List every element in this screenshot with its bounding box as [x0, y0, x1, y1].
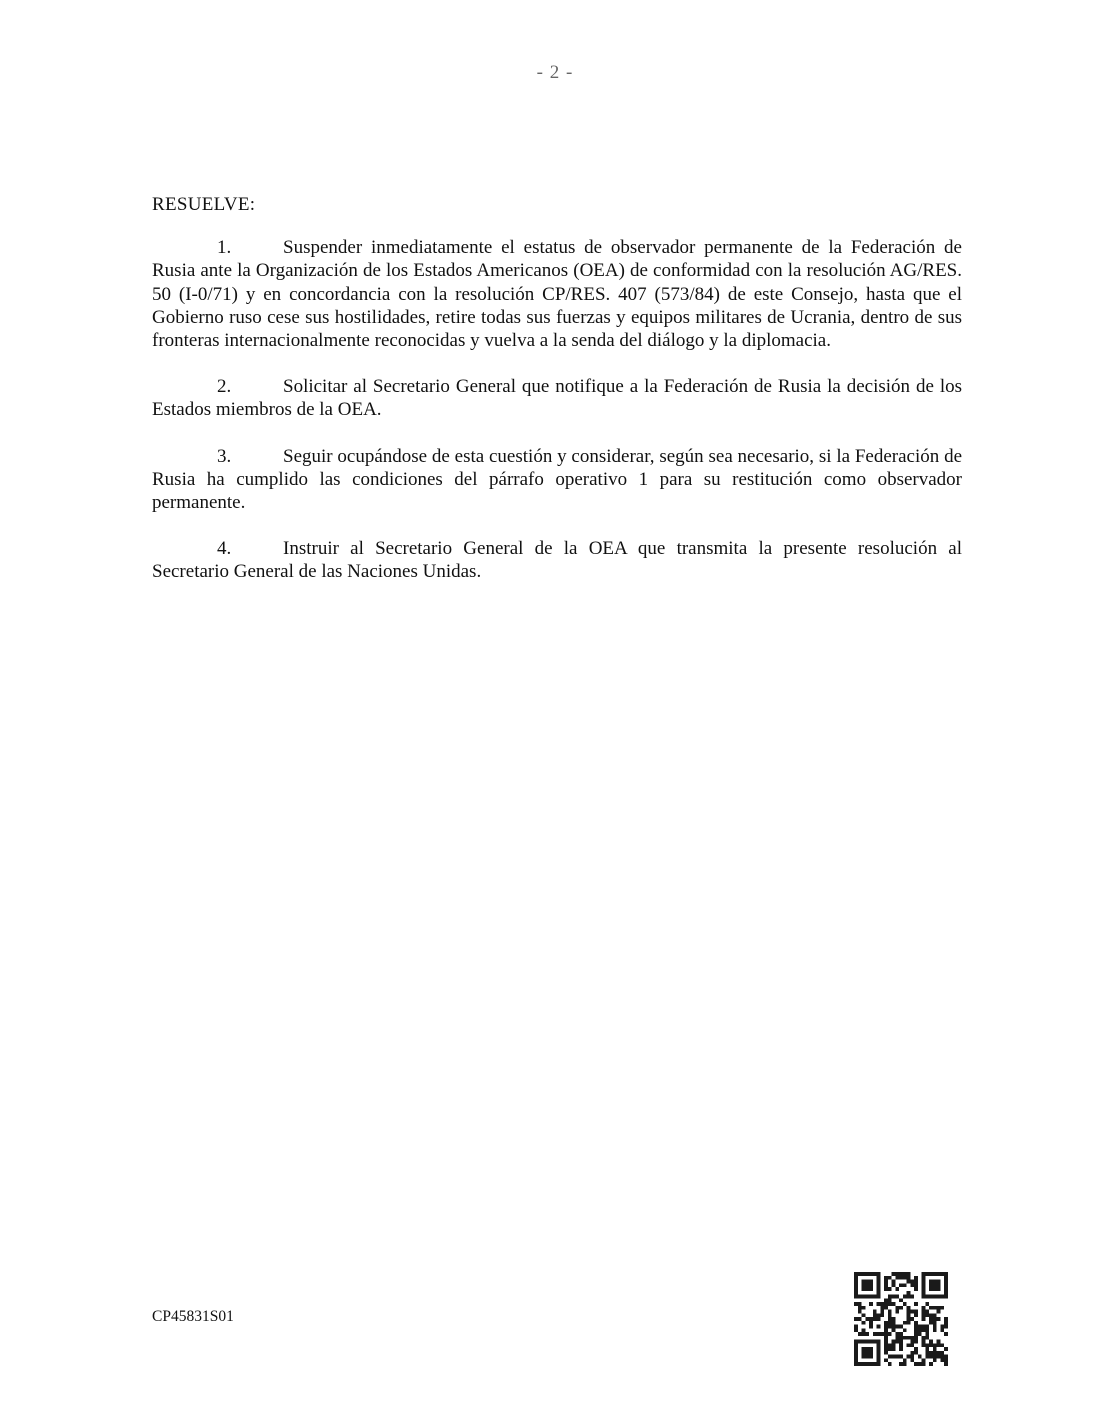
- paragraph-number: 2.: [217, 376, 232, 398]
- paragraph-number: 3.: [217, 445, 232, 467]
- document-body: [152, 193, 962, 607]
- page-number: - 2 -: [536, 62, 574, 83]
- resolution-paragraph-2: [152, 375, 962, 421]
- resolution-paragraph-1: [152, 236, 962, 352]
- qr-code-icon: [854, 1272, 948, 1366]
- resolution-paragraph-3: [152, 445, 962, 515]
- paragraph-text: Seguir ocupándose de esta cuestión y considerar, según sea necesario, si la Federación de Rusia ha cumplido las condiciones del párrafo operativo 1 para su restitución como observador permanente.: [152, 445, 962, 514]
- paragraph-number: 1.: [217, 237, 232, 259]
- paragraph-text: Instruir al Secretario General de la OEA que transmita la presente resolución al Secretario General de las Naciones Unidas.: [152, 538, 962, 583]
- section-heading: RESUELVE:: [152, 194, 256, 215]
- paragraph-text: Solicitar al Secretario General que notifique a la Federación de Rusia la decisión de los Estados miembros de la OEA.: [152, 376, 962, 421]
- resolution-paragraph-4: [152, 537, 962, 583]
- paragraph-text: Suspender inmediatamente el estatus de observador permanente de la Federación de Rusia ante la Organización de los Estados Americanos (OEA) de conformidad con la resolución AG/RES. 50 (I-0/71) y en concordancia con la resolución CP/RES. 407 (573/84) de este Consejo, hasta que el Gobierno ruso cese sus hostilidades, retire todas sus fuerzas y equipos militares de Ucrania, dentro de sus fronteras internacionalmente reconocidas y vuelva a la senda del diálogo y la diplomacia.: [152, 237, 962, 352]
- paragraph-number: 4.: [217, 538, 232, 560]
- document-code: CP45831S01: [152, 1308, 234, 1325]
